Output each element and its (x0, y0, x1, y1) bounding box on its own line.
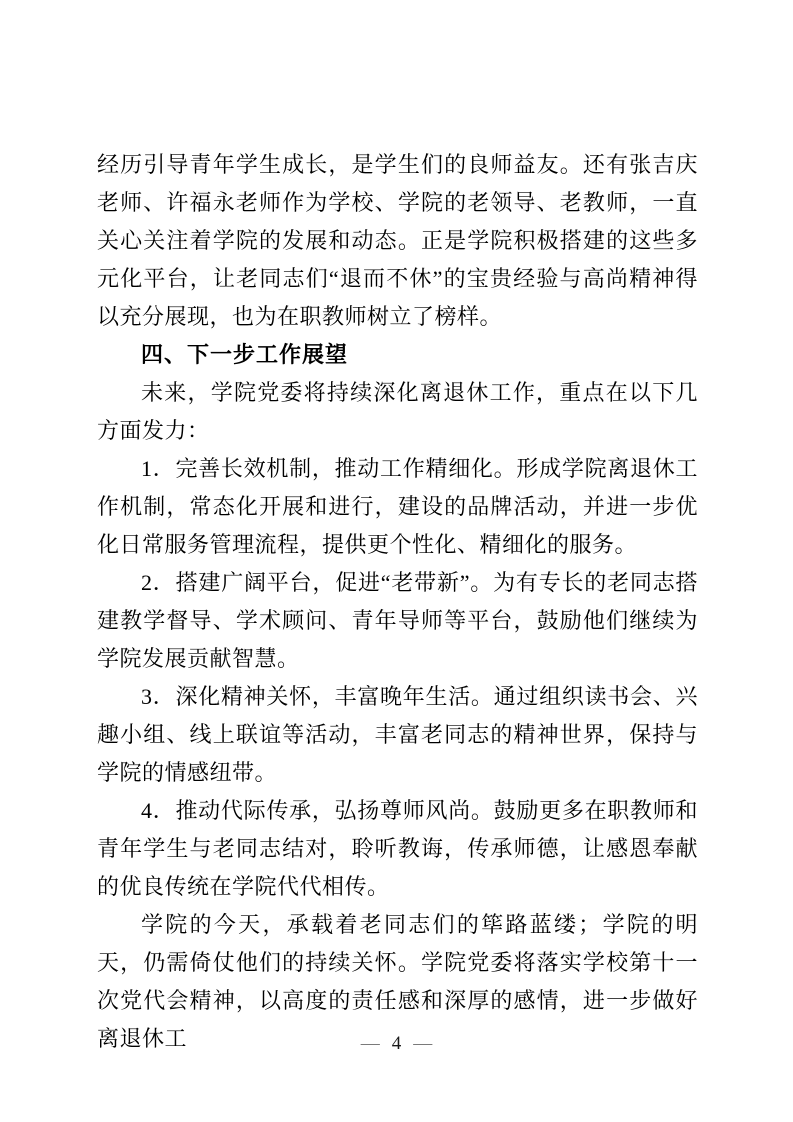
numbered-item-4: 4．推动代际传承，弘扬尊师风尚。鼓励更多在职教师和青年学生与老同志结对，聆听教诲，传承师德，让感恩奉献的优良传统在学院代代相传。 (97, 798, 698, 899)
footer-dash-left: — (360, 1033, 380, 1054)
page-footer (0, 1033, 793, 1055)
numbered-item-3: 3．深化精神关怀，丰富晚年生活。通过组织读书会、兴趣小组、线上联谊等活动，丰富老同志的精神世界，保持与学院的情感纽带。 (97, 684, 698, 785)
page-number: 4 (391, 1033, 402, 1054)
numbered-item-2: 2．搭建广阔平台，促进“老带新”。为有专长的老同志搭建教学督导、学术顾问、青年导师等平台，鼓励他们继续为学院发展贡献智慧。 (97, 570, 698, 671)
footer-dash-right: — (413, 1033, 433, 1054)
document-body (97, 146, 698, 1058)
paragraph-closing: 学院的今天，承载着老同志们的筚路蓝缕；学院的明天，仍需倚仗他们的持续关怀。学院党委将落实学校第十一次党代会精神，以高度的责任感和深厚的感情，进一步做好离退休工 (97, 912, 698, 1051)
numbered-item-1: 1．完善长效机制，推动工作精细化。形成学院离退休工作机制，常态化开展和进行，建设的品牌活动，并进一步优化日常服务管理流程，提供更个性化、精细化的服务。 (97, 456, 698, 557)
section-heading: 四、下一步工作展望 (141, 342, 349, 367)
paragraph-continued: 经历引导青年学生成长，是学生们的良师益友。还有张吉庆老师、许福永老师作为学校、学院的老领导、老教师，一直关心关注着学院的发展和动态。正是学院积极搭建的这些多元化平台，让老同志们“退而不休”的宝贵经验与高尚精神得以充分展现，也为在职教师树立了榜样。 (97, 152, 698, 329)
paragraph-intro: 未来，学院党委将持续深化离退休工作，重点在以下几方面发力： (97, 380, 698, 443)
